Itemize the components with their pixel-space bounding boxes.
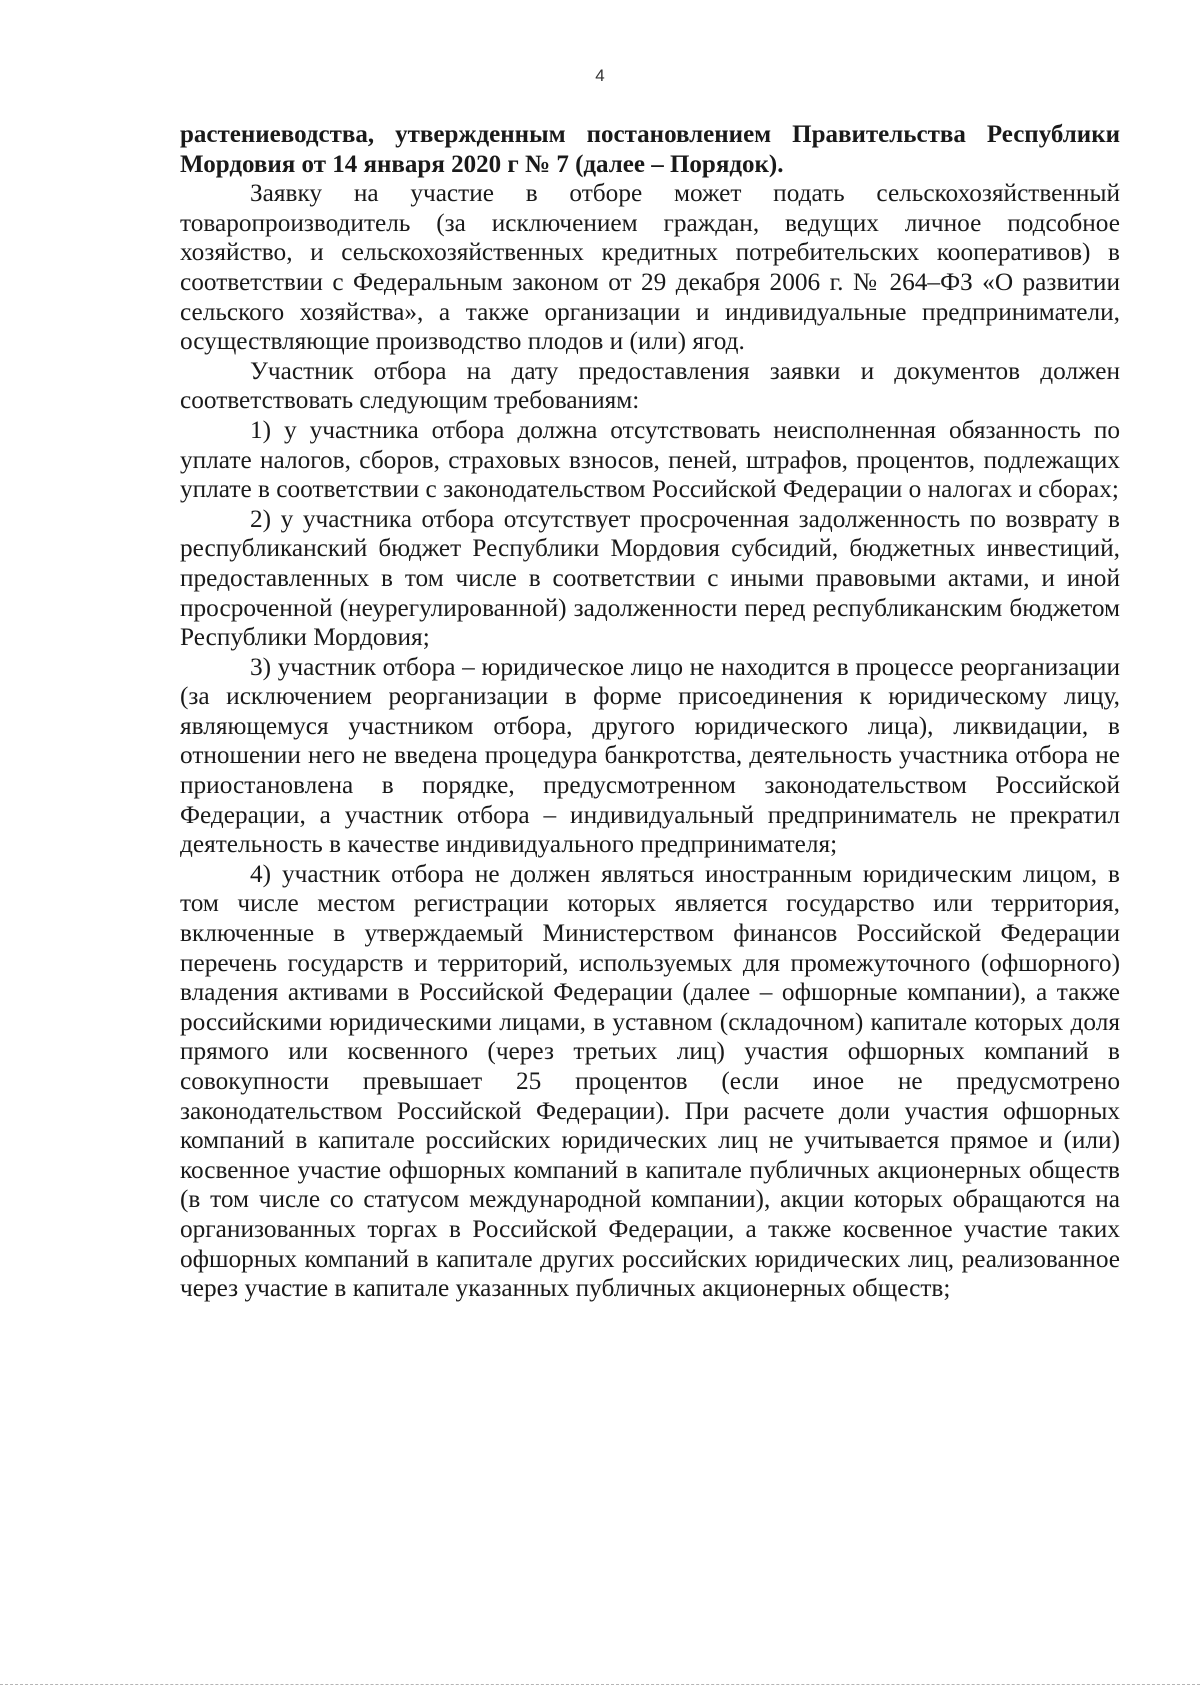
paragraph-application-eligibility: Заявку на участие в отборе может подать сельскохозяйственный товаропроизводитель (за исключением граждан, ведущих личное подсобное хозяйство, и сельскохозяйственных кредитных потребительских кооперативов) в соответствии с Федеральным законом от 29 декабря 2006 г. № 264–ФЗ «О развитии сельского хозяйства», а также организации и индивидуальные предприниматели, осуществляющие производство плодов и (или) ягод. [180, 179, 1120, 356]
paragraph-requirements-intro: Участник отбора на дату предоставления заявки и документов должен соответствовать следующим требованиям: [180, 356, 1120, 415]
page-number: 4 [595, 66, 605, 85]
requirement-item-2: 2) у участника отбора отсутствует просроченная задолженность по возврату в республиканский бюджет Республики Мордовия субсидий, бюджетных инвестиций, предоставленных в том числе в соответствии с иными правовыми актами, и иной просроченной (неурегулированной) задолженности перед республиканским бюджетом Республики Мордовия; [180, 504, 1120, 652]
paragraph-order-reference: растениеводства, утвержденным постановлением Правительства Республики Мордовия от 14 января 2020 г № 7 (далее – Порядок). [180, 121, 1120, 178]
requirement-item-4: 4) участник отбора не должен являться иностранным юридическим лицом, в том числе местом регистрации которых является государство или территория, включенные в утверждаемый Министерством финансов Российской Федерации перечень государств и территорий, используемых для промежуточного (офшорного) владения активами в Российской Федерации (далее – офшорные компании), а также российскими юридическими лицами, в уставном (складочном) капитале которых доля прямого или косвенного (через третьих лиц) участия офшорных компаний в совокупности превышает 25 процентов (если иное не предусмотрено законодательством Российской Федерации). При расчете доли участия офшорных компаний в капитале российских юридических лиц не учитывается прямое и (или) косвенное участие офшорных компаний в капитале публичных акционерных обществ (в том числе со статусом международной компании), акции которых обращаются на организованных торгах в Российской Федерации, а также косвенное участие таких офшорных компаний в капитале других российских юридических лиц, реализованное через участие в капитале указанных публичных акционерных обществ; [180, 859, 1120, 1303]
requirement-item-3: 3) участник отбора – юридическое лицо не находится в процессе реорганизации (за исключением реорганизации в форме присоединения к юридическому лицу, являющемуся участником отбора, другого юридического лица), ликвидации, в отношении него не введена процедура банкротства, деятельность участника отбора не приостановлена в порядке, предусмотренном законодательством Российской Федерации, а участник отбора – индивидуальный предприниматель не прекратил деятельность в качестве индивидуального предпринимателя; [180, 652, 1120, 859]
scan-edge-line [0, 1684, 1200, 1685]
requirement-item-1: 1) у участника отбора должна отсутствовать неисполненная обязанность по уплате налогов, сборов, страховых взносов, пеней, штрафов, процентов, подлежащих уплате в соответствии с законодательством Российской Федерации о налогах и сборах; [180, 415, 1120, 504]
document-body [180, 120, 1120, 1304]
